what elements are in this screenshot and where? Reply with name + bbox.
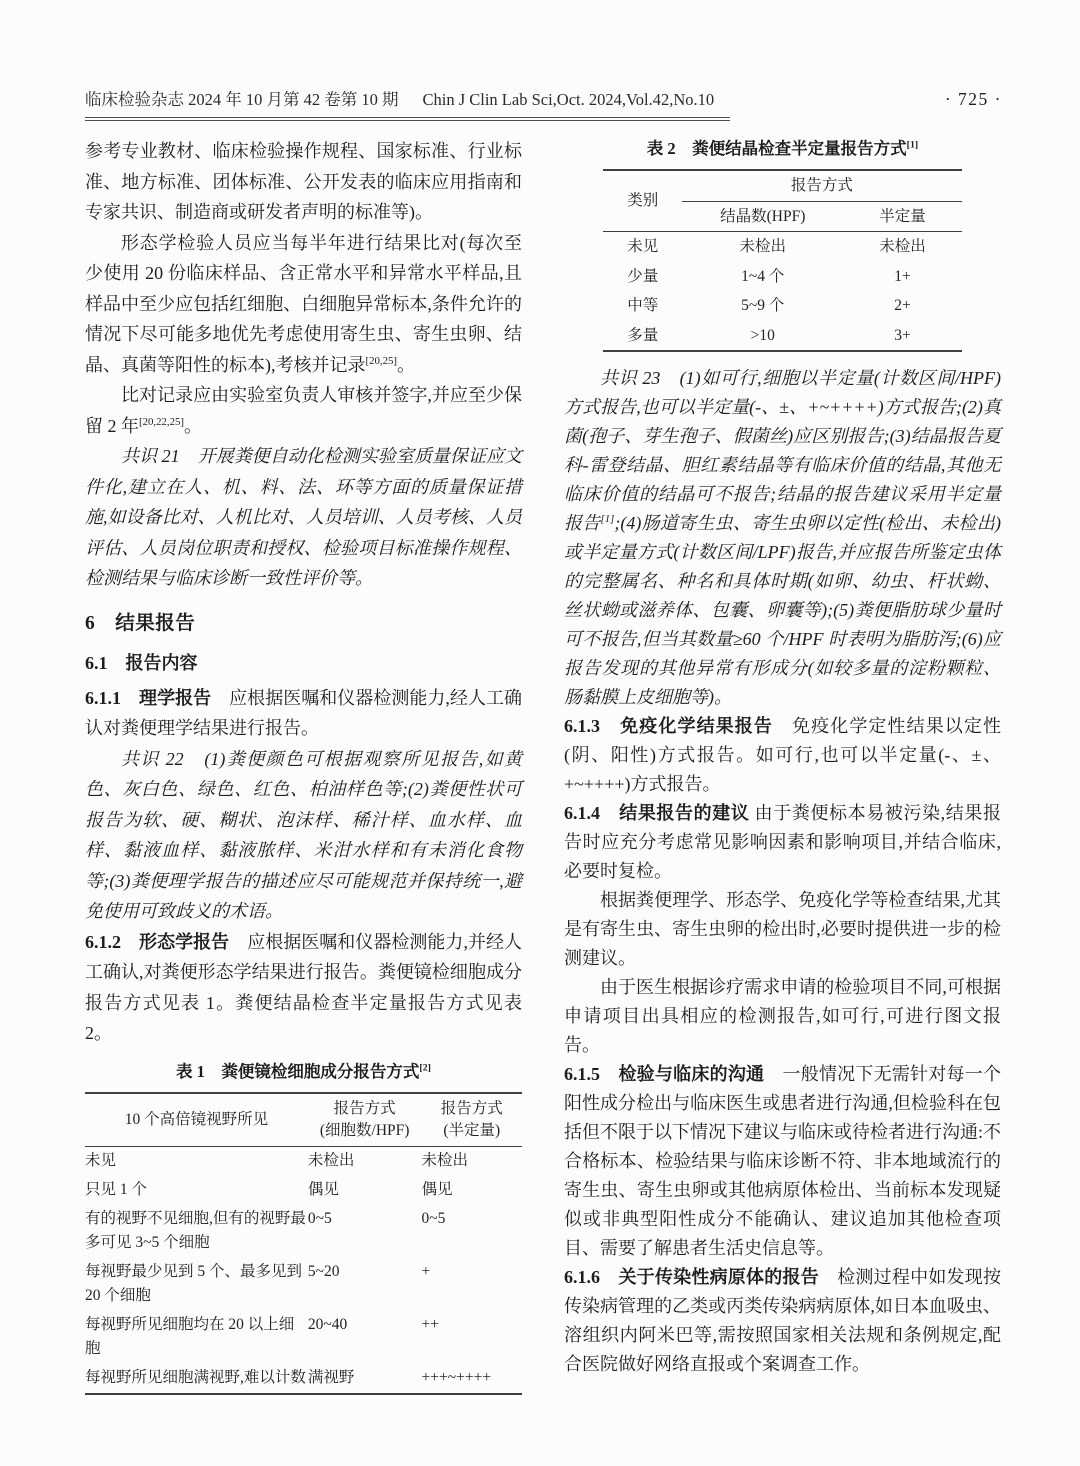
table2-caption-text: 表 2 粪便结晶检查半定量报告方式 bbox=[646, 139, 907, 158]
paragraph-further-advice: 根据粪便理学、形态学、免疫化学等检查结果,尤其是有寄生虫、寄生虫卵的检出时,必要时提供进一步的检测建议。 bbox=[564, 890, 1001, 968]
table-cell: 少量 bbox=[627, 267, 659, 285]
paragraph-6-1-6: 6.1.6 关于传染性病原体的报告 检测过程中如发现按传染病管理的乙类或丙类传染病病原体,如日本血吸虫、溶组织内阿米巴等,需按照国家相关法规和条例规定,配合医院做好网络直报或个案调查工作。 bbox=[564, 1267, 1002, 1374]
table-cell: 每视野所见细胞均在 20 以上细胞 bbox=[85, 1316, 295, 1357]
section-heading-6: 6 结果报告 bbox=[85, 612, 196, 634]
paragraph-6-1-3: 6.1.3 免疫化学结果报告 免疫化学定性结果以定性(阴、阳性)方式报告。如可行,也可以半定量(-、±、+~++++)方式报告。 bbox=[564, 716, 1001, 794]
table2-header-group: 报告方式 bbox=[682, 170, 962, 201]
paragraph-6-1-5: 6.1.5 检验与临床的沟通 一般情况下无需针对每一个阳性成分检出与临床医生或患者进行沟通,但检验科在包括但不限于以下情况下建议与临床或待检者进行沟通:不合格标本、检验结果与临床诊断不符、非本地域流行的寄生虫、寄生虫卵或其他病原体检出、当前标本发现疑似或非典型阳性成分不能确认、建议追加其他检查项目、需要了解患者生活史信息等。 bbox=[564, 1064, 1001, 1258]
section-heading-6-1: 6.1 报告内容 bbox=[85, 653, 198, 673]
paragraph-6-1-4: 6.1.4 结果报告的建议 由于粪便标本易被污染,结果报告时应充分考虑常见影响因素和影响项目,并结合临床,必要时复检。 bbox=[564, 803, 1002, 881]
table-cell: +++~++++ bbox=[421, 1369, 492, 1386]
table-cell: 未检出 bbox=[421, 1152, 468, 1169]
left-column bbox=[85, 136, 522, 1395]
table-cell: 20~40 bbox=[307, 1316, 348, 1333]
table-row bbox=[85, 1205, 522, 1258]
table-cell: 2+ bbox=[894, 297, 911, 314]
paragraph-record-retention: 比对记录应由实验室负责人审核并签字,并应至少保留 2 年[20,22,25]。 bbox=[85, 385, 522, 436]
table1-header-row bbox=[85, 1093, 522, 1147]
table2-header-row-1 bbox=[603, 170, 961, 201]
table-cell: 未检出 bbox=[879, 238, 926, 255]
table-cell: 偶见 bbox=[421, 1181, 453, 1198]
table1 bbox=[85, 1092, 522, 1395]
paragraph-standards-continuation: 参考专业教材、临床检验操作规程、国家标准、行业标准、地方标准、团体标准、公开发表的临床应用指南和专家共识、制造商或研发者声明的标准等)。 bbox=[85, 141, 522, 222]
table-cell: 0~5 bbox=[307, 1210, 332, 1227]
table-cell: >10 bbox=[750, 326, 775, 344]
table-cell: 5~9 个 bbox=[741, 297, 785, 314]
paragraph-6-1-1: 6.1.1 理学报告 应根据医嘱和仪器检测能力,经人工确认对粪便理学结果进行报告。 bbox=[85, 687, 523, 738]
paragraph-consensus-21: 共识 21 开展粪便自动化检测实验室质量保证应文件化,建立在人、机、料、法、环等方面的质量保证措施,如设备比对、人机比对、人员培训、人员考核、人员评估、人员岗位职责和授权、检验项目标准操作规程、检测结果与临床诊断一致性评价等。 bbox=[85, 446, 522, 588]
table2 bbox=[603, 169, 961, 352]
table2-body bbox=[603, 232, 961, 352]
table1-header-cell-count: 报告方式 (细胞数/HPF) bbox=[308, 1093, 422, 1147]
paragraph-consensus-23: 共识 23 (1)如可行,细胞以半定量(计数区间/HPF)方式报告,也可以半定量(-、±、+~++++)方式报告;(2)真菌(孢子、芽生孢子、假菌丝)应区别报告;(3)结晶报告夏科-雷登结晶、胆红素结晶等有临床价值的结晶,其他无临床价值的结晶可不报告;结晶的报告建议采用半定量报告[1];(4)肠道寄生虫、寄生虫卵以定性(检出、未检出)或半定量方式(计数区间/LPF)报告,并应报告所鉴定虫体的完整属名、种名和具体时期(如卵、幼虫、杆状蚴、丝状蚴或滋养体、包囊、卵囊等);(5)粪便脂肪球少量时可不报告,但当其数量≥60 个/HPF 时表明为脂肪泻;(6)应报告发现的其他异常有形成分(如较多量的淀粉颗粒、肠黏膜上皮细胞等)。 bbox=[564, 368, 1002, 707]
table-cell: ++ bbox=[421, 1316, 439, 1333]
header-rule bbox=[85, 117, 730, 121]
table-cell: 未检出 bbox=[307, 1152, 355, 1169]
table-row bbox=[85, 1311, 522, 1364]
table-cell: 3+ bbox=[894, 326, 911, 344]
table-cell: 0~5 bbox=[421, 1210, 446, 1227]
paragraph-morphology-comparison: 形态学检验人员应当每半年进行结果比对(每次至少使用 20 份临床样品、含正常水平和异常水平样品,且样品中至少应包括红细胞、白细胞异常标本,条件允许的情况下尽可能多地优先考虑使用寄生虫、寄生虫卵、结晶、真菌等阳性的标本),考核并记录[20,25]。 bbox=[85, 232, 522, 375]
journal-citation bbox=[85, 86, 714, 110]
table1-caption bbox=[85, 1061, 522, 1083]
table1-caption-text: 表 1 粪便镜检细胞成分报告方式 bbox=[176, 1061, 420, 1081]
table-row bbox=[85, 1146, 522, 1176]
table-row bbox=[603, 321, 961, 352]
table1-body bbox=[85, 1146, 522, 1394]
table1-caption-ref: [2] bbox=[419, 1062, 431, 1073]
table1-head bbox=[85, 1093, 522, 1147]
table-cell: 每视野所见细胞满视野,难以计数 bbox=[85, 1369, 306, 1386]
table-cell: 每视野最少见到 5 个、最多见到 20 个细胞 bbox=[85, 1263, 303, 1304]
table-cell: 满视野 bbox=[307, 1369, 355, 1386]
table-cell: 偶见 bbox=[307, 1181, 339, 1198]
table2-header-category: 类别 bbox=[603, 170, 682, 232]
table2-head bbox=[603, 170, 961, 232]
table-cell: 未见 bbox=[627, 238, 659, 255]
table2-header-crystal-count: 结晶数(HPF) bbox=[682, 201, 843, 232]
table2-caption-ref: [1] bbox=[906, 139, 919, 151]
table2-caption bbox=[564, 138, 1001, 160]
table-cell: 有的视野不见细胞,但有的视野最多可见 3~5 个细胞 bbox=[85, 1210, 306, 1251]
page-header bbox=[85, 86, 1002, 110]
table-row bbox=[603, 291, 961, 321]
journal-title-en: Chin J Clin Lab Sci,Oct. 2024,Vol.42,No.10 bbox=[422, 90, 715, 109]
table-cell: 中等 bbox=[627, 297, 659, 314]
table-row bbox=[603, 262, 961, 292]
table-row bbox=[603, 232, 961, 262]
table-cell: 未见 bbox=[85, 1152, 117, 1169]
article-body bbox=[85, 136, 1002, 1395]
table2-header-semiquant: 半定量 bbox=[843, 201, 961, 232]
paragraph-consensus-22: 共识 22 (1)粪便颜色可根据观察所见报告,如黄色、灰白色、绿色、红色、柏油样色等;(2)粪便性状可报告为软、硬、糊状、泡沫样、稀汁样、血水样、血样、黏液血样、黏液脓样、米泔水样和有未消化食物等;(3)粪便理学报告的描述应尽可能规范并保持统一,避免使用可致歧义的术语。 bbox=[85, 748, 522, 921]
table-row bbox=[85, 1258, 522, 1311]
right-column bbox=[564, 136, 1001, 1395]
table-row bbox=[85, 1176, 522, 1205]
table1-header-field: 10 个高倍镜视野所见 bbox=[85, 1093, 308, 1147]
table-cell: 1+ bbox=[894, 267, 911, 285]
table-cell: 未检出 bbox=[739, 238, 787, 255]
table-cell: + bbox=[421, 1263, 431, 1280]
table1-header-semiquant: 报告方式 (半定量) bbox=[421, 1093, 522, 1147]
table-cell: 1~4 个 bbox=[741, 267, 785, 285]
page-number: · 725 · bbox=[944, 89, 1002, 109]
paragraph-report-forms: 由于医生根据诊疗需求申请的检验项目不同,可根据申请项目出具相应的检测报告,如可行,可进行图文报告。 bbox=[564, 977, 1001, 1055]
journal-title-cn: 临床检验杂志 2024 年 10 月第 42 卷第 10 期 bbox=[85, 90, 399, 109]
table-cell: 多量 bbox=[627, 326, 659, 344]
paragraph-6-1-2: 6.1.2 形态学报告 应根据医嘱和仪器检测能力,并经人工确认,对粪便形态学结果进行报告。粪便镜检细胞成分报告方式见表 1。粪便结晶检查半定量报告方式见表 2。 bbox=[85, 931, 523, 1043]
table-row bbox=[85, 1364, 522, 1394]
table-cell: 5~20 bbox=[307, 1263, 340, 1280]
table-cell: 只见 1 个 bbox=[85, 1181, 148, 1198]
